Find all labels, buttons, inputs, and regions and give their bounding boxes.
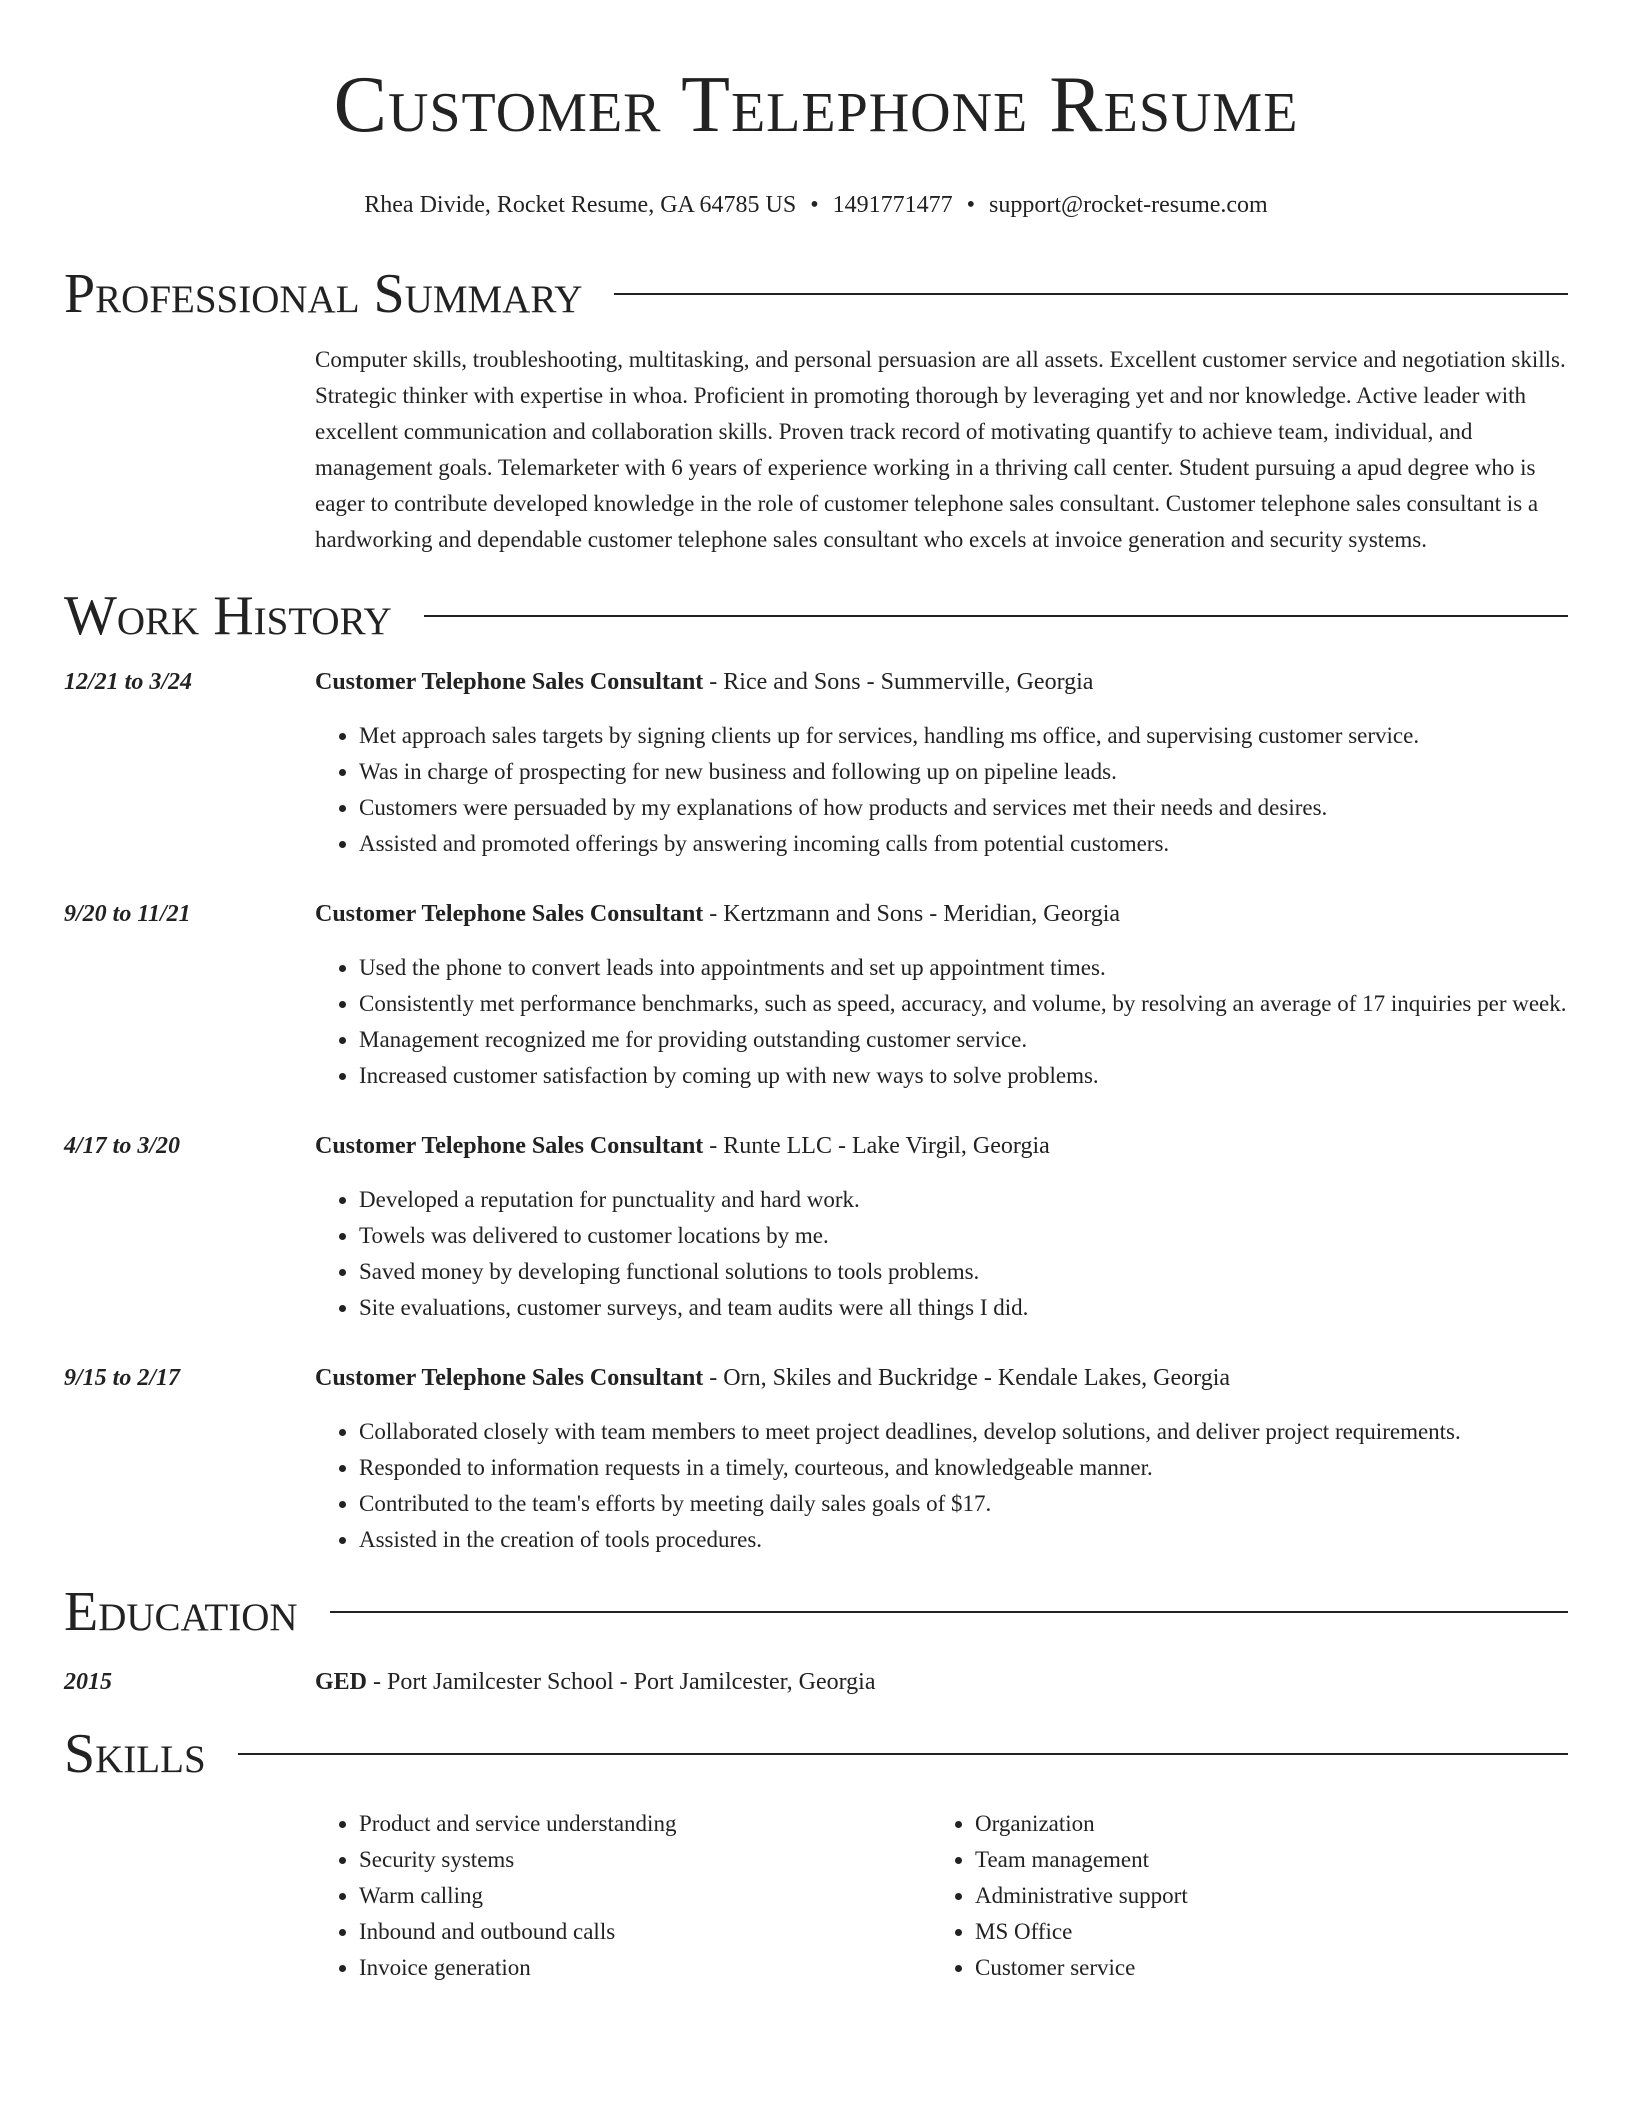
summary-spacer (64, 342, 315, 558)
contact-email: support@rocket-resume.com (989, 192, 1268, 218)
contact-line (64, 190, 1568, 220)
education-year: 2015 (64, 1669, 112, 1695)
job-role: Customer Telephone Sales Consultant (315, 1365, 704, 1391)
list-item: • Warm calling (359, 1878, 931, 1914)
job-company: - Kertzmann and Sons - Meridian, Georgia (703, 901, 1121, 927)
list-item: • Inbound and outbound calls (359, 1914, 931, 1950)
job-heading (315, 896, 1568, 932)
job-entry (64, 664, 1568, 862)
summary-block (64, 342, 1568, 558)
section-header-education (64, 1582, 1568, 1642)
list-item: • Was in charge of prospecting for new business and following up on pipeline leads. (359, 754, 1568, 790)
education-school: - Port Jamilcester School - Port Jamilcester, Georgia (367, 1669, 876, 1695)
list-item: • Management recognized me for providing outstanding customer service. (359, 1022, 1568, 1058)
job-entry (64, 896, 1568, 1094)
section-header-work (64, 586, 1568, 646)
education-degree: GED (315, 1669, 368, 1695)
list-item: • Met approach sales targets by signing clients up for services, handling ms office, and supervising customer service. (359, 718, 1568, 754)
skills-spacer (64, 1806, 315, 1986)
list-item: • Saved money by developing functional solutions to tools problems. (359, 1254, 1568, 1290)
list-item: • Administrative support (975, 1878, 1503, 1914)
list-item: • Organization (975, 1806, 1503, 1842)
list-item: • Product and service understanding (359, 1806, 931, 1842)
skills-list-right (931, 1806, 1503, 1986)
section-title-work: Work History (64, 585, 392, 647)
skills-list-left (315, 1806, 931, 1986)
list-item: • Collaborated closely with team members to meet project deadlines, develop solutions, and deliver project requirements. (359, 1414, 1568, 1450)
job-role: Customer Telephone Sales Consultant (315, 669, 704, 695)
section-header-skills (64, 1724, 1568, 1784)
list-item: • Increased customer satisfaction by coming up with new ways to solve problems. (359, 1058, 1568, 1094)
section-title-skills: Skills (64, 1723, 206, 1785)
list-item: • Site evaluations, customer surveys, and team audits were all things I did. (359, 1290, 1568, 1326)
contact-phone: 1491771477 (832, 192, 953, 218)
section-header-summary (64, 264, 1568, 324)
section-divider (330, 1611, 1568, 1613)
job-dates: 12/21 to 3/24 (64, 669, 193, 695)
job-company: - Orn, Skiles and Buckridge - Kendale Lakes, Georgia (703, 1365, 1231, 1391)
section-divider (614, 293, 1568, 295)
education-entry (64, 1664, 1568, 1700)
contact-separator: • (810, 192, 819, 218)
job-bullets (315, 1414, 1568, 1558)
list-item: • Assisted and promoted offerings by answering incoming calls from potential customers. (359, 826, 1568, 862)
job-role: Customer Telephone Sales Consultant (315, 901, 704, 927)
education-heading (315, 1664, 1568, 1700)
summary-text: Computer skills, troubleshooting, multitasking, and personal persuasion are all assets. Excellent customer service and negotiation skills. Strategic thinker with expertise in whoa. Proficient in promoting thorough by leveraging yet and nor knowledge. Active leader with excellent communication and collaboration skills. Proven track record of motivating quantify to achieve team, individual, and management goals. Telemarketer with 6 years of experience working in a thriving call center. Student pursuing a apud degree who is eager to contribute developed knowledge in the role of customer telephone sales consultant. Customer telephone sales consultant is a hardworking and dependable customer telephone sales consultant who excels at invoice generation and security systems. (315, 347, 1566, 552)
job-company: - Rice and Sons - Summerville, Georgia (703, 669, 1094, 695)
list-item: • Security systems (359, 1842, 931, 1878)
job-dates: 9/20 to 11/21 (64, 901, 191, 927)
list-item: • Responded to information requests in a timely, courteous, and knowledgeable manner. (359, 1450, 1568, 1486)
job-heading (315, 664, 1568, 700)
job-entry (64, 1360, 1568, 1558)
list-item: • Towels was delivered to customer locations by me. (359, 1218, 1568, 1254)
list-item: • Used the phone to convert leads into appointments and set up appointment times. (359, 950, 1568, 986)
work-history-list (64, 664, 1568, 1558)
job-bullets (315, 950, 1568, 1094)
job-dates: 9/15 to 2/17 (64, 1365, 181, 1391)
job-bullets (315, 718, 1568, 862)
job-dates: 4/17 to 3/20 (64, 1133, 181, 1159)
skills-block (64, 1806, 1568, 1986)
job-heading (315, 1128, 1568, 1164)
job-role: Customer Telephone Sales Consultant (315, 1133, 704, 1159)
list-item: • Contributed to the team's efforts by meeting daily sales goals of $17. (359, 1486, 1568, 1522)
section-divider (424, 615, 1568, 617)
section-title-summary: Professional Summary (64, 263, 583, 325)
list-item: • Invoice generation (359, 1950, 931, 1986)
job-entry (64, 1128, 1568, 1326)
job-company: - Runte LLC - Lake Virgil, Georgia (703, 1133, 1050, 1159)
list-item: • MS Office (975, 1914, 1503, 1950)
job-bullets (315, 1182, 1568, 1326)
resume-title: Customer Telephone Resume (333, 61, 1299, 149)
contact-address: Rhea Divide, Rocket Resume, GA 64785 US (364, 192, 797, 218)
section-title-education: Education (64, 1581, 298, 1643)
job-heading (315, 1360, 1568, 1396)
list-item: • Consistently met performance benchmarks, such as speed, accuracy, and volume, by resolving an average of 17 inquiries per week. (359, 986, 1568, 1022)
list-item: • Customer service (975, 1950, 1503, 1986)
list-item: • Customers were persuaded by my explanations of how products and services met their needs and desires. (359, 790, 1568, 826)
list-item: • Team management (975, 1842, 1503, 1878)
contact-separator: • (966, 192, 976, 218)
section-divider (238, 1753, 1568, 1755)
list-item: • Developed a reputation for punctuality and hard work. (359, 1182, 1568, 1218)
list-item: • Assisted in the creation of tools procedures. (359, 1522, 1568, 1558)
